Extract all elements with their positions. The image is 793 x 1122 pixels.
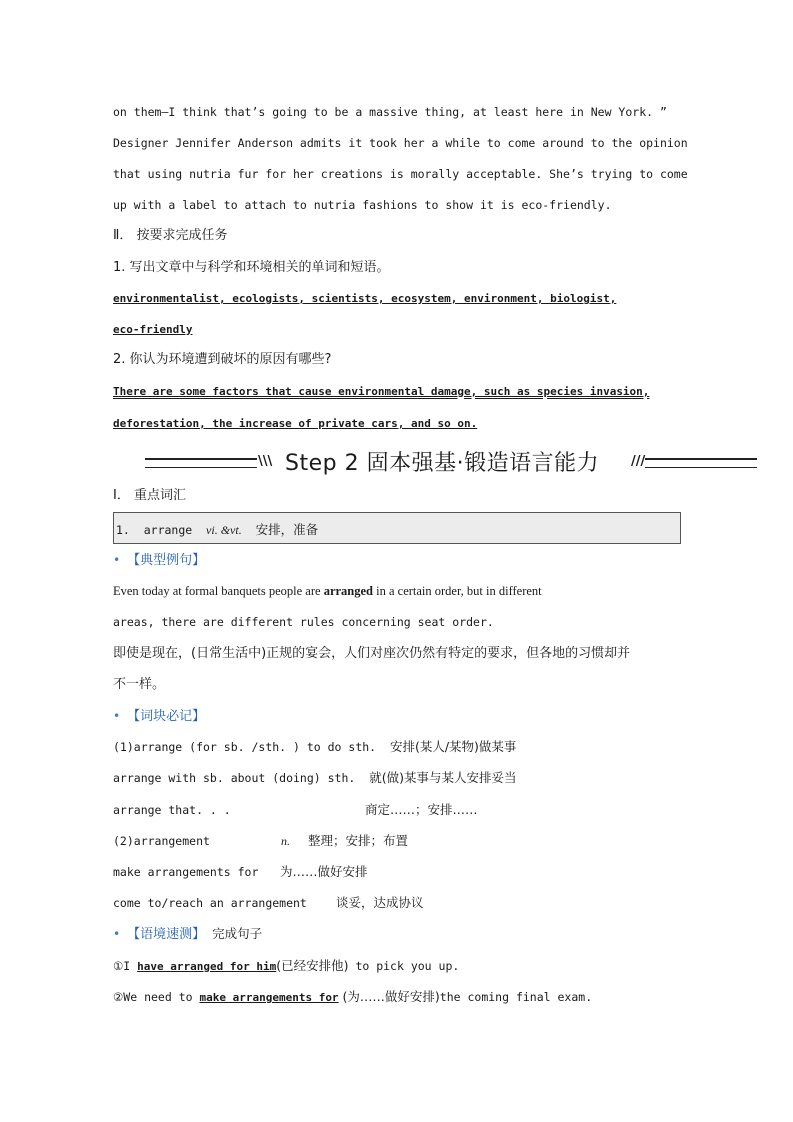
phrase-label: 【词块必记】 [127,709,206,724]
answer-1-line-1: environmentalist, ecologists, scientists, ecosystem, environment, biologist, [113,292,617,305]
question-2: 2. 你认为环境遭到破坏的原因有哪些? [113,352,332,367]
vocab-entry-number: 1. [116,523,130,537]
phrase-label-row [113,708,205,725]
vocab-entry-pos: vi. &vt. [206,523,242,537]
bullet-icon: • [113,553,121,567]
bullet-icon: • [113,709,121,723]
phrase-4: (2)arrangement n. 整理；安排；布置 [113,833,409,848]
passage-line-3: that using nutria fur for her creations is morally acceptable. She’s trying to come [113,167,688,181]
answer-2-line-2: deforestation, the increase of private cars, and so on. [113,417,478,430]
answer-1-line-2: eco-friendly [113,323,193,336]
vocab-entry-word: arrange [143,523,193,537]
vocab-heading: Ⅰ． 重点词汇 [113,488,186,503]
banner-rule-left [145,458,257,468]
step-banner [145,446,760,478]
phrase-1: (1)arrange (for sb. /sth. ) to do sth. 安排(某人/某物)做某事 [113,739,517,754]
task-heading: Ⅱ． 按要求完成任务 [113,228,228,243]
practice-sentence-2: ②We need to make arrangements for (为……做好安排)the coming final exam. [113,989,593,1004]
vocab-entry-box [113,512,681,544]
step-title: Step 2 固本强基·锻造语言能力 [285,451,600,476]
phrase-5: make arrangements for 为……做好安排 [113,864,368,879]
passage-line-4: up with a label to attach to nutria fashions to show it is eco-friendly. [113,198,612,212]
practice-label-row [113,926,262,943]
example-en-line-1: Even today at formal banquets people are arranged in a certain order, but in different [113,584,542,598]
example-cn-line-2: 不一样。 [113,677,166,692]
banner-slashes-right: /// [631,454,646,469]
example-label: 【典型例句】 [127,553,206,568]
practice-sentence-1: ①I have arranged for him(已经安排他) to pick you up. [113,958,460,973]
passage-line-1: on them—I think that’s going to be a massive thing, at least here in New York. ” [113,105,667,119]
passage-line-2: Designer Jennifer Anderson admits it took her a while to come around to the opinion [113,136,688,150]
answer-2-line-1: There are some factors that cause environmental damage, such as species invasion, [113,385,650,398]
practice-instruction: 完成句子 [212,926,263,941]
practice-label: 【语境速测】 [127,927,206,942]
example-label-row [113,552,205,569]
banner-slashes-left: \\\ [258,454,273,469]
phrase-6: come to/reach an arrangement 谈妥，达成协议 [113,895,424,910]
phrase-3: arrange that. . . 商定……；安排…… [113,802,478,817]
bullet-icon: • [113,927,121,941]
phrase-2: arrange with sb. about (doing) sth. 就(做)某事与某人安排妥当 [113,770,517,785]
example-keyword: arranged [323,584,373,598]
banner-rule-right [645,458,757,468]
answer-blank-2: make arrangements for [199,991,339,1004]
vocab-entry-meaning: 安排，准备 [255,522,319,537]
example-en-line-2: areas, there are different rules concerning seat order. [113,615,494,629]
answer-blank-1: have arranged for him [137,960,277,973]
question-1: 1. 写出文章中与科学和环境相关的单词和短语。 [113,260,390,275]
example-cn-line-1: 即使是现在，(日常生活中)正规的宴会，人们对座次仍然有特定的要求，但各地的习惯却并 [113,646,631,661]
